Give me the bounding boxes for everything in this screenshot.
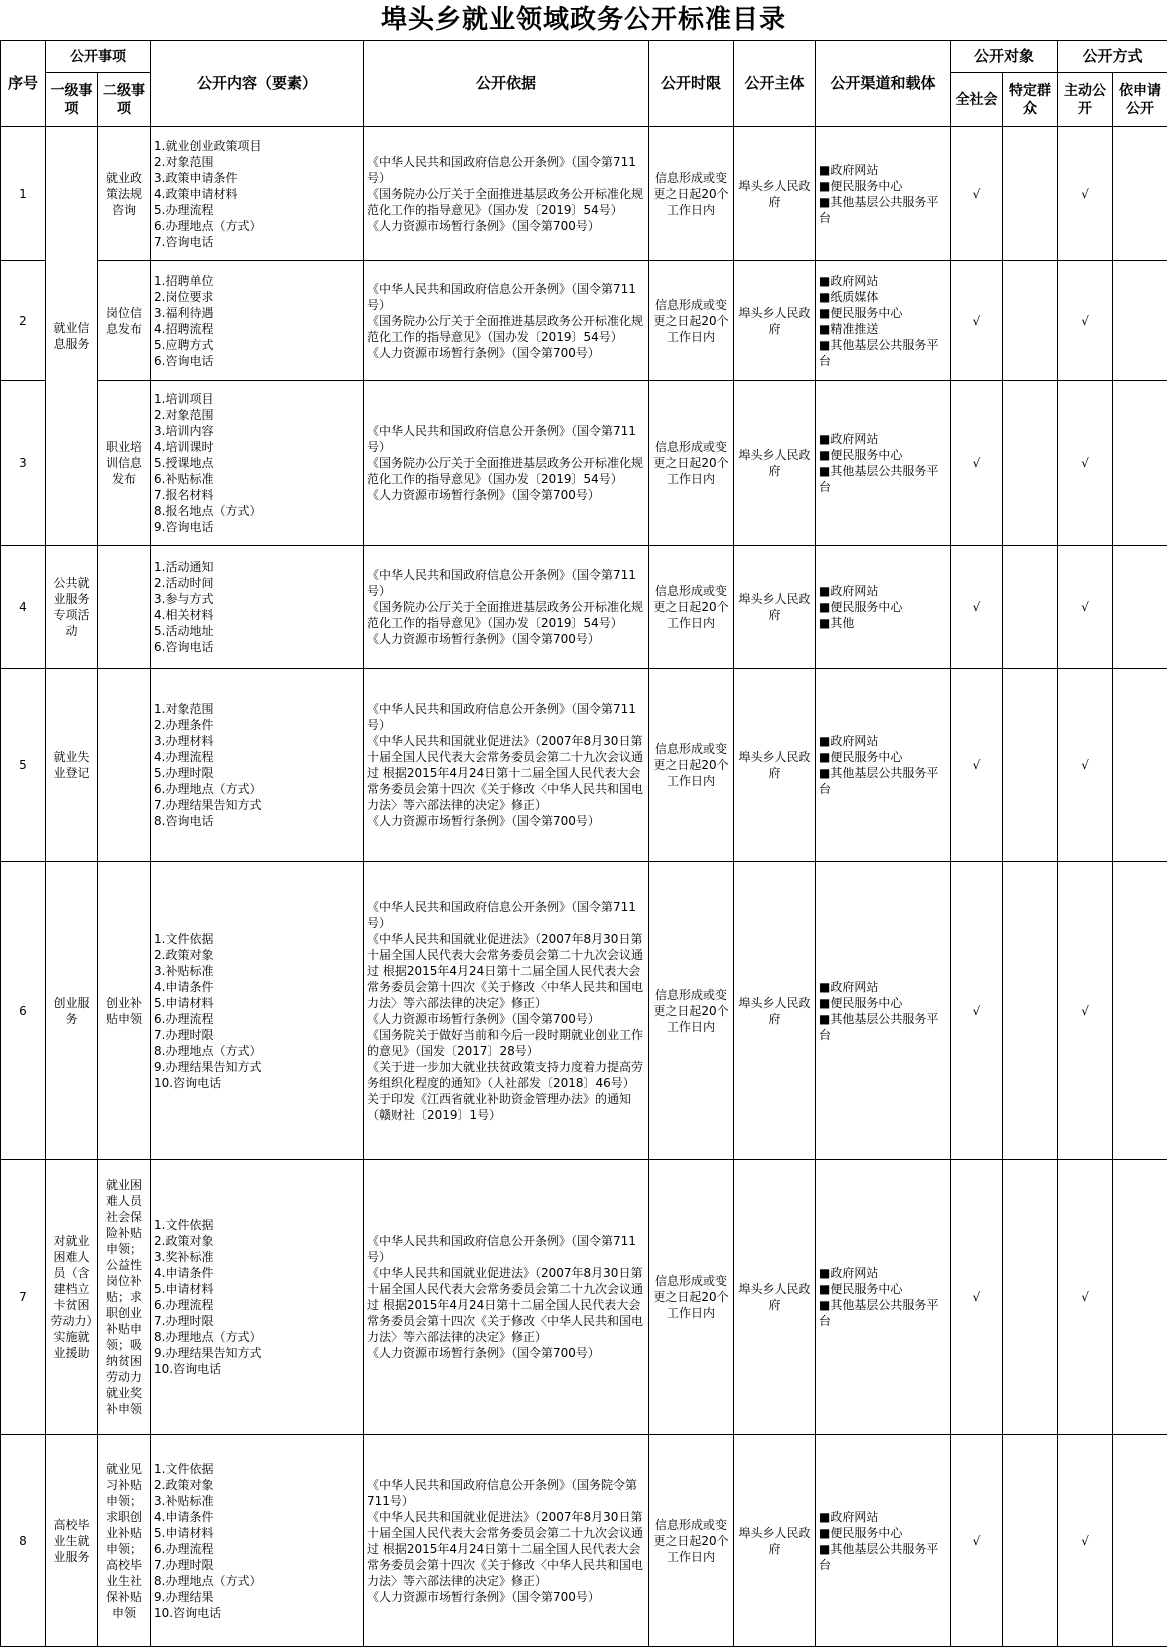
row-basis: 《中华人民共和国政府信息公开条例》（国令第711号） 《中华人民共和国就业促进法》（2007年8月30日第十届全国人民代表大会常务委员会第二十九次会议通过 根据2015年4月24日第十二届全国人民代表大会常务委员会第十四次《关于修改〈中华人民共和国电力法〉等六部法律的决定》修正） 《人力资源市场暂行条例》（国令第700号） (364, 669, 649, 862)
empty-cell (1113, 381, 1167, 546)
empty-cell (1003, 261, 1058, 381)
row-level1: 高校毕业生就业服务 (46, 1435, 98, 1647)
check-mark: √ (951, 127, 1003, 261)
row-channel: ■政府网站 ■便民服务中心 ■其他基层公共服务平台 (816, 1435, 951, 1647)
row-basis: 《中华人民共和国政府信息公开条例》（国令第711号） 《国务院办公厅关于全面推进基层政务公开标准化规范化工作的指导意见》（国办发〔2019〕54号） 《人力资源市场暂行条例》（国令第700号） (364, 381, 649, 546)
row-subject: 埠头乡人民政府 (734, 381, 816, 546)
table-row (1, 127, 1167, 261)
header-level1: 一级事项 (46, 73, 98, 127)
row-subject: 埠头乡人民政府 (734, 1435, 816, 1647)
empty-cell (1113, 1160, 1167, 1435)
row-seq: 1 (1, 127, 46, 261)
row-time: 信息形成或变更之日起20个工作日内 (649, 1160, 734, 1435)
row-basis: 《中华人民共和国政府信息公开条例》（国令第711号） 《中华人民共和国就业促进法》（2007年8月30日第十届全国人民代表大会常务委员会第二十九次会议通过 根据2015年4月24日第十二届全国人民代表大会常务委员会第十四次《关于修改〈中华人民共和国电力法〉等六部法律的决定》修正） 《人力资源市场暂行条例》（国令第700号） (364, 1160, 649, 1435)
row-level2: 就业困难人员社会保险补贴申领；公益性岗位补贴；求职创业补贴申领；吸纳贫困劳动力就业奖补申领 (98, 1160, 151, 1435)
header-row-1 (1, 41, 1167, 73)
check-mark: √ (951, 1435, 1003, 1647)
header-seq: 序号 (1, 41, 46, 127)
row-seq: 3 (1, 381, 46, 546)
row-subject: 埠头乡人民政府 (734, 261, 816, 381)
page-title: 埠头乡就业领域政务公开标准目录 (380, 5, 786, 35)
row-level2: 创业补贴申领 (98, 862, 151, 1160)
row-seq: 5 (1, 669, 46, 862)
header-society: 全社会 (951, 73, 1003, 127)
header-content: 公开内容（要素） (151, 41, 364, 127)
empty-cell (1003, 669, 1058, 862)
empty-cell (1113, 261, 1167, 381)
row-seq: 7 (1, 1160, 46, 1435)
check-mark: √ (1058, 1160, 1113, 1435)
check-mark: √ (951, 862, 1003, 1160)
row-basis: 《中华人民共和国政府信息公开条例》（国令第711号） 《国务院办公厅关于全面推进基层政务公开标准化规范化工作的指导意见》（国办发〔2019〕54号） 《人力资源市场暂行条例》（国令第700号） (364, 261, 649, 381)
check-mark: √ (951, 1160, 1003, 1435)
row-level2 (98, 546, 151, 669)
check-mark: √ (951, 669, 1003, 862)
table-row (1, 546, 1167, 669)
table-row (1, 1160, 1167, 1435)
table-row (1, 669, 1167, 862)
header-request: 依申请公开 (1113, 73, 1167, 127)
empty-cell (1003, 862, 1058, 1160)
row-content: 1.活动通知 2.活动时间 3.参与方式 4.相关材料 5.活动地址 6.咨询电话 (151, 546, 364, 669)
row-time: 信息形成或变更之日起20个工作日内 (649, 546, 734, 669)
row-level1: 就业信息服务 (46, 127, 98, 546)
row-subject: 埠头乡人民政府 (734, 862, 816, 1160)
empty-cell (1003, 1435, 1058, 1647)
row-basis: 《中华人民共和国政府信息公开条例》（国令第711号） 《国务院办公厅关于全面推进基层政务公开标准化规范化工作的指导意见》（国办发〔2019〕54号） 《人力资源市场暂行条例》（国令第700号） (364, 546, 649, 669)
empty-cell (1113, 546, 1167, 669)
row-content: 1.培训项目 2.对象范围 3.培训内容 4.培训课时 5.授课地点 6.补贴标准 7.报名材料 8.报名地点（方式） 9.咨询电话 (151, 381, 364, 546)
table-row (1, 862, 1167, 1160)
row-channel: ■政府网站 ■便民服务中心 ■其他 (816, 546, 951, 669)
row-seq: 8 (1, 1435, 46, 1647)
row-content: 1.文件依据 2.政策对象 3.补贴标准 4.申请条件 5.申请材料 6.办理流程 7.办理时限 8.办理地点（方式） 9.办理结果告知方式 10.咨询电话 (151, 862, 364, 1160)
row-level2 (98, 669, 151, 862)
check-mark: √ (951, 381, 1003, 546)
check-mark: √ (1058, 381, 1113, 546)
empty-cell (1113, 127, 1167, 261)
row-basis: 《中华人民共和国政府信息公开条例》（国令第711号） 《国务院办公厅关于全面推进基层政务公开标准化规范化工作的指导意见》（国办发〔2019〕54号） 《人力资源市场暂行条例》（国令第700号） (364, 127, 649, 261)
row-subject: 埠头乡人民政府 (734, 127, 816, 261)
row-level1: 公共就业服务专项活动 (46, 546, 98, 669)
row-time: 信息形成或变更之日起20个工作日内 (649, 862, 734, 1160)
empty-cell (1003, 1160, 1058, 1435)
row-basis: 《中华人民共和国政府信息公开条例》（国令第711号） 《中华人民共和国就业促进法》（2007年8月30日第十届全国人民代表大会常务委员会第二十九次会议通过 根据2015年4月24日第十二届全国人民代表大会常务委员会第十四次《关于修改〈中华人民共和国电力法〉等六部法律的决定》修正） 《人力资源市场暂行条例》（国令第700号） 《国务院关于做好当前和今后一段时期就业创业工作的意见》（国发〔2017〕28号） 《关于进一步加大就业扶贫政策支持力度着力提高劳务组织化程度的通知》（人社部发〔2018〕46号） 关于印发《江西省就业补助资金管理办法》的通知（赣财社〔2019〕1号） (364, 862, 649, 1160)
row-level2: 就业政策法规咨询 (98, 127, 151, 261)
row-basis: 《中华人民共和国政府信息公开条例》（国务院令第711号） 《中华人民共和国就业促进法》（2007年8月30日第十届全国人民代表大会常务委员会第二十九次会议通过 根据2015年4月24日第十二届全国人民代表大会常务委员会第十四次《关于修改〈中华人民共和国电力法〉等六部法律的决定》修正） 《人力资源市场暂行条例》（国令第700号） (364, 1435, 649, 1647)
check-mark: √ (1058, 669, 1113, 862)
table-row (1, 261, 1167, 381)
row-content: 1.招聘单位 2.岗位要求 3.福利待遇 4.招聘流程 5.应聘方式 6.咨询电话 (151, 261, 364, 381)
row-channel: ■政府网站 ■便民服务中心 ■其他基层公共服务平台 (816, 381, 951, 546)
row-level2: 岗位信息发布 (98, 261, 151, 381)
empty-cell (1003, 381, 1058, 546)
row-time: 信息形成或变更之日起20个工作日内 (649, 669, 734, 862)
empty-cell (1113, 1435, 1167, 1647)
check-mark: √ (1058, 862, 1113, 1160)
header-specific: 特定群众 (1003, 73, 1058, 127)
header-time: 公开时限 (649, 41, 734, 127)
row-time: 信息形成或变更之日起20个工作日内 (649, 127, 734, 261)
header-level2: 二级事项 (98, 73, 151, 127)
empty-cell (1113, 669, 1167, 862)
row-channel: ■政府网站 ■便民服务中心 ■其他基层公共服务平台 (816, 127, 951, 261)
row-content: 1.就业创业政策项目 2.对象范围 3.政策申请条件 4.政策申请材料 5.办理流程 6.办理地点（方式） 7.咨询电话 (151, 127, 364, 261)
row-subject: 埠头乡人民政府 (734, 669, 816, 862)
check-mark: √ (951, 261, 1003, 381)
empty-cell (1113, 862, 1167, 1160)
row-content: 1.对象范围 2.办理条件 3.办理材料 4.办理流程 5.办理时限 6.办理地点（方式） 7.办理结果告知方式 8.咨询电话 (151, 669, 364, 862)
table-row (1, 381, 1167, 546)
row-seq: 4 (1, 546, 46, 669)
row-content: 1.文件依据 2.政策对象 3.补贴标准 4.申请条件 5.申请材料 6.办理流程 7.办理时限 8.办理地点（方式） 9.办理结果 10.咨询电话 (151, 1435, 364, 1647)
check-mark: √ (1058, 261, 1113, 381)
row-level1: 创业服务 (46, 862, 98, 1160)
catalog-table (0, 40, 1167, 1647)
row-time: 信息形成或变更之日起20个工作日内 (649, 381, 734, 546)
row-channel: ■政府网站 ■便民服务中心 ■其他基层公共服务平台 (816, 862, 951, 1160)
header-basis: 公开依据 (364, 41, 649, 127)
header-active: 主动公开 (1058, 73, 1113, 127)
row-channel: ■政府网站 ■便民服务中心 ■其他基层公共服务平台 (816, 1160, 951, 1435)
row-channel: ■政府网站 ■便民服务中心 ■其他基层公共服务平台 (816, 669, 951, 862)
row-time: 信息形成或变更之日起20个工作日内 (649, 261, 734, 381)
row-level2: 就业见习补贴申领；求职创业补贴申领；高校毕业生社保补贴申领 (98, 1435, 151, 1647)
header-method: 公开方式 (1058, 41, 1167, 73)
check-mark: √ (1058, 546, 1113, 669)
check-mark: √ (951, 546, 1003, 669)
header-matters: 公开事项 (46, 41, 151, 73)
header-subject: 公开主体 (734, 41, 816, 127)
row-content: 1.文件依据 2.政策对象 3.奖补标准 4.申请条件 5.申请材料 6.办理流程 7.办理时限 8.办理地点（方式） 9.办理结果告知方式 10.咨询电话 (151, 1160, 364, 1435)
check-mark: √ (1058, 1435, 1113, 1647)
row-subject: 埠头乡人民政府 (734, 1160, 816, 1435)
empty-cell (1003, 127, 1058, 261)
row-seq: 6 (1, 862, 46, 1160)
header-audience: 公开对象 (951, 41, 1058, 73)
row-level1: 就业失业登记 (46, 669, 98, 862)
row-level1: 对就业困难人员（含建档立卡贫困劳动力）实施就业援助 (46, 1160, 98, 1435)
row-channel: ■政府网站 ■纸质媒体 ■便民服务中心 ■精准推送 ■其他基层公共服务平台 (816, 261, 951, 381)
header-channel: 公开渠道和载体 (816, 41, 951, 127)
table-row (1, 1435, 1167, 1647)
row-time: 信息形成或变更之日起20个工作日内 (649, 1435, 734, 1647)
row-subject: 埠头乡人民政府 (734, 546, 816, 669)
row-seq: 2 (1, 261, 46, 381)
check-mark: √ (1058, 127, 1113, 261)
empty-cell (1003, 546, 1058, 669)
row-level2: 职业培训信息发布 (98, 381, 151, 546)
